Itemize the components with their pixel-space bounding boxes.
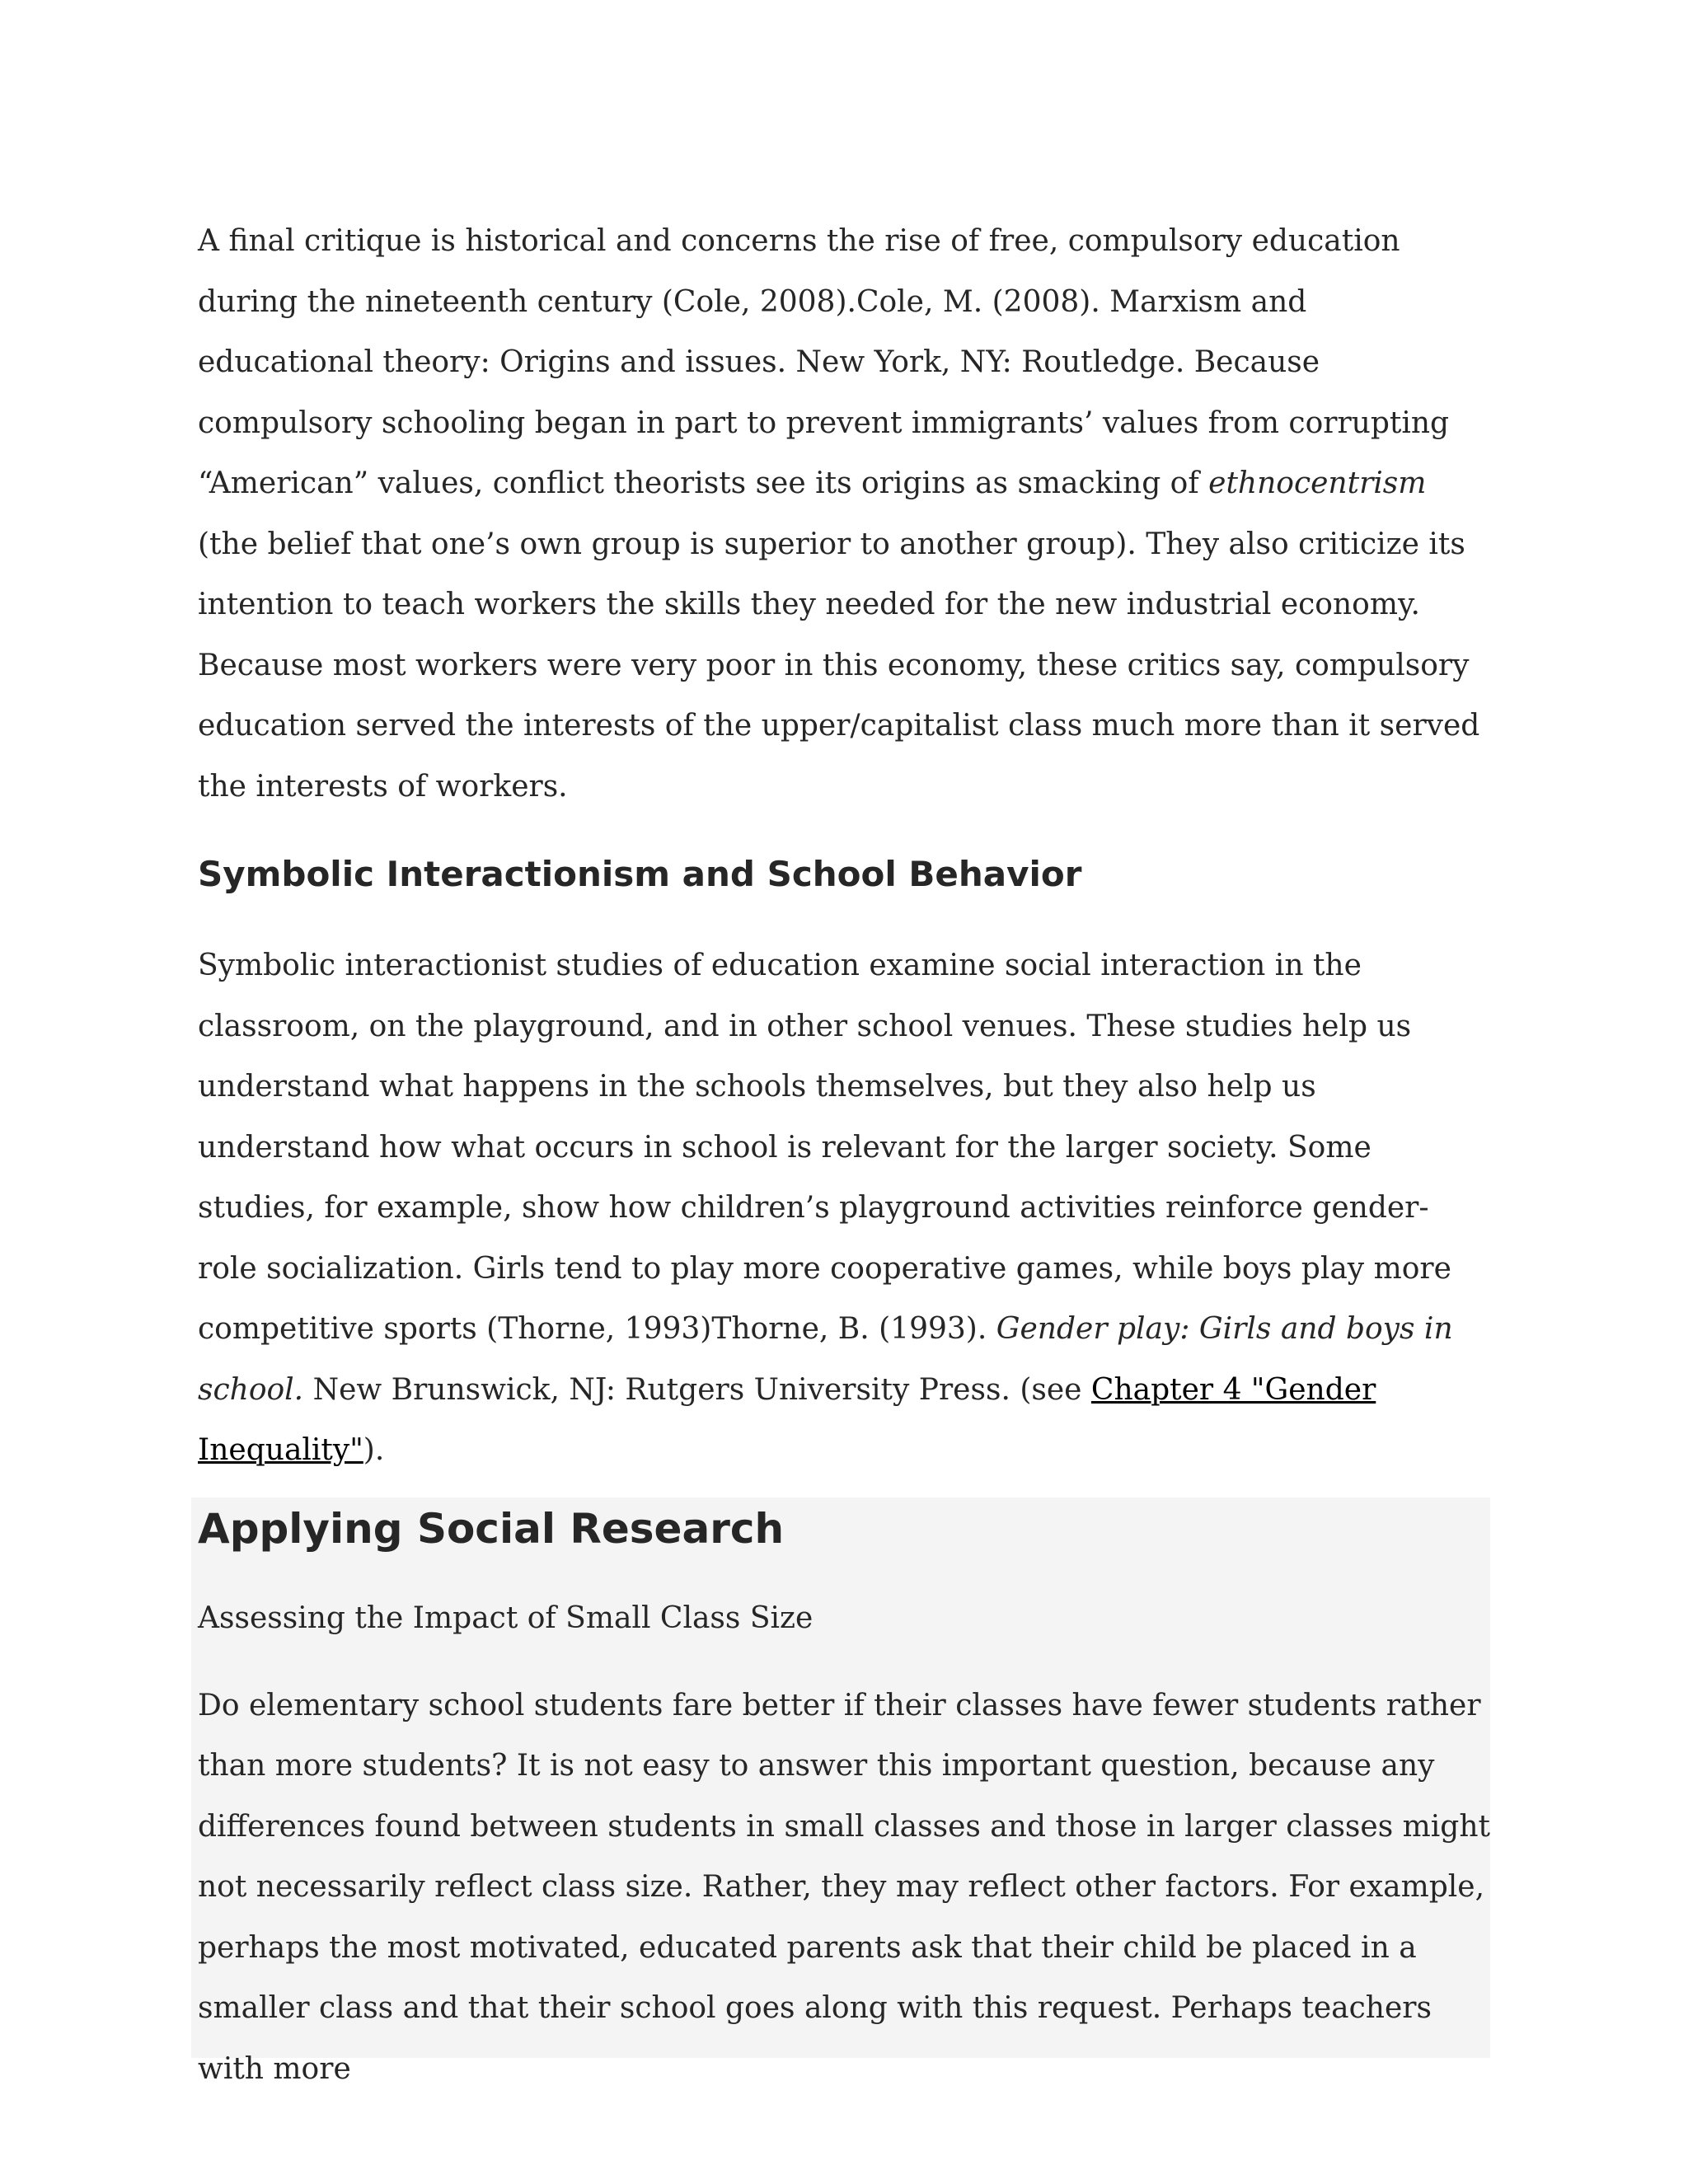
paragraph-text: ). <box>363 1433 385 1467</box>
section-heading-symbolic-interactionism: Symbolic Interactionism and School Behavior <box>198 854 1082 894</box>
box-title: Applying Social Research <box>198 1504 785 1553</box>
paragraph-conflict-critique <box>198 211 1484 817</box>
paragraph-text: A final critique is historical and concerns the rise of free, compulsory education during the nineteenth century (Cole, 2008).Cole, M. (2008). Marxism and educational theory: Origins and issues. New York, NY: Routledge. Because compulsory schooling began in part to prevent immigrants’ values from corrupting “American” values, conflict theorists see its origins as smacking of <box>198 224 1450 500</box>
box-paragraph: Do elementary school students fare better if their classes have fewer students rather than more students? It is not easy to answer this important question, because any differences found between students in small classes and those in larger classes might not necessarily reflect class size. Rather, they may reflect other factors. For example, perhaps the most motivated, educated parents ask that their child be placed in a smaller class and that their school goes along with this request. Perhaps teachers with more <box>198 1688 1490 2086</box>
emphasis-book-title: Gender play: Girls and boys in school. <box>198 1312 1453 1407</box>
paragraph-text: (the belief that one’s own group is superior to another group). They also criticize its intention to teach workers the skills they needed for the new industrial economy. Because most workers were very poor in this economy, these critics say, compulsory education served the interests of the upper/capitalist class much more than it served the interests of workers. <box>198 527 1480 804</box>
paragraph-symbolic-interactionism <box>198 935 1484 1481</box>
paragraph-text: New Brunswick, NJ: Rutgers University Press. (see <box>303 1372 1091 1407</box>
chapter-4-link[interactable]: Chapter 4 "Gender Inequality" <box>198 1372 1376 1467</box>
applying-social-research-box <box>191 1497 1490 2086</box>
box-subtitle: Assessing the Impact of Small Class Size <box>198 1601 814 1635</box>
document-page <box>198 211 1490 2086</box>
paragraph-text: Symbolic interactionist studies of education examine social interaction in the classroom, on the playground, and in other school venues. These studies help us understand what happens in the schools themselves, but they also help us understand how what occurs in school is relevant for the larger society. Some studies, for example, show how children’s playground activities reinforce gender-role socialization. Girls tend to play more cooperative games, while boys play more competitive sports (Thorne, 1993)Thorne, B. (1993). <box>198 949 1451 1346</box>
emphasis-ethnocentrism: ethnocentrism <box>1208 466 1427 500</box>
